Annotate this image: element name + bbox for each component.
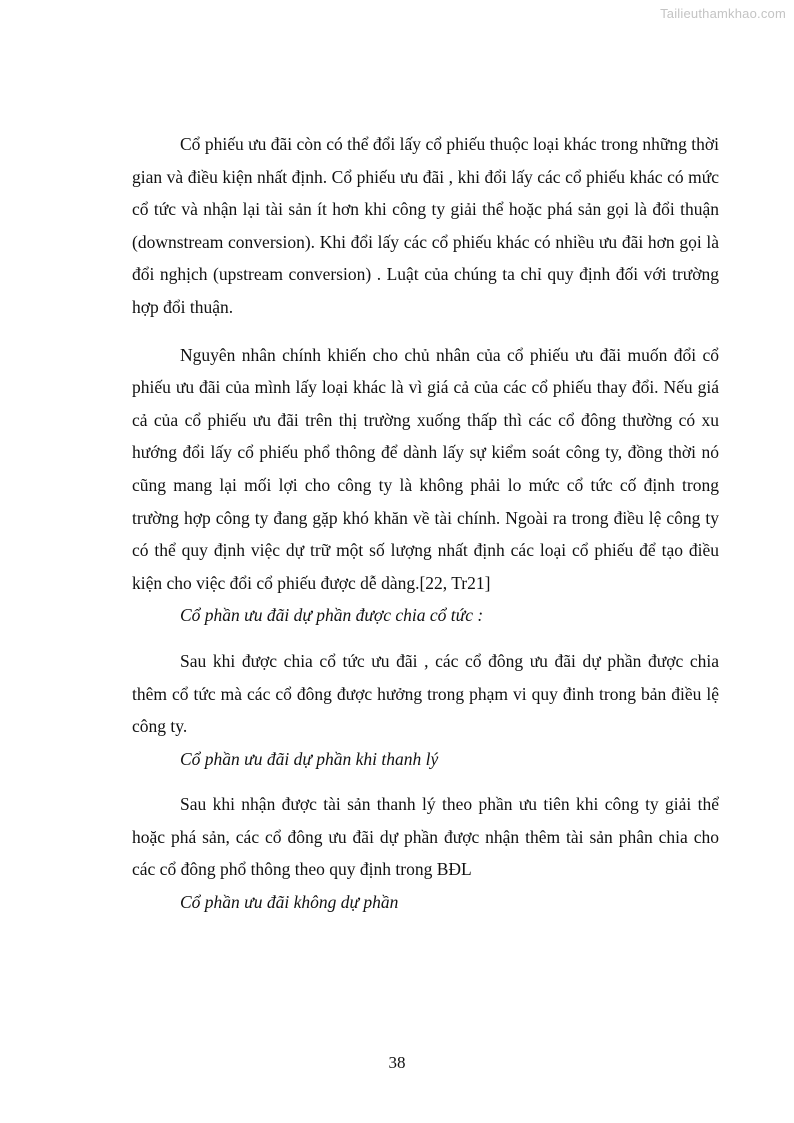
heading-participating-dividends: Cổ phần ưu đãi dự phần được chia cổ tức : xyxy=(180,605,484,626)
paragraph-participating-dividends: Sau khi được chia cổ tức ưu đãi , các cổ đông ưu đãi dự phần được chia thêm cổ tức mà các cổ đông được hưởng trong phạm vi quy đinh trong bản điều lệ công ty. xyxy=(132,650,719,737)
watermark-text: Tailieuthamkhao.com xyxy=(660,6,786,21)
heading-participating-liquidation: Cổ phần ưu đãi dự phần khi thanh lý xyxy=(180,748,439,769)
paragraph-reasons: Nguyên nhân chính khiến cho chủ nhân của cổ phiếu ưu đãi muốn đổi cổ phiếu ưu đãi của mình lấy loại khác là vì giá cả của các cổ phiếu thay đổi. Nếu giá cả của cổ phiếu ưu đãi trên thị trường xuống thấp thì các cổ đông thường có xu hướng đổi lấy cổ phiếu phổ thông để dành lấy sự kiểm soát công ty, đồng thời nó cũng mang lại mối lợi cho công ty là không phải lo mức cổ tức cố định trong trường hợp công ty đang gặp khó khăn về tài chính. Ngoài ra trong điều lệ công ty có thể quy định việc dự trữ một số lượng nhất định các loại cổ phiếu để tạo điều kiện cho việc đổi cổ phiếu được dễ dàng.[22, Tr21] xyxy=(132,344,719,593)
paragraph-participating-liquidation: Sau khi nhận được tài sản thanh lý theo phần ưu tiên khi công ty giải thể hoặc phá sản, các cổ đông ưu đãi dự phần được nhận thêm tài sản phân chia cho các cổ đông phổ thông theo quy định trong BĐL xyxy=(132,794,719,880)
paragraph-conversion: Cổ phiếu ưu đãi còn có thể đổi lấy cổ phiếu thuộc loại khác trong những thời gian và điều kiện nhất định. Cổ phiếu ưu đãi , khi đổi lấy các cổ phiếu khác có mức cổ tức và nhận lại tài sản ít hơn khi công ty giải thể hoặc phá sản gọi là đổi thuận (downstream conversion). Khi đổi lấy các cổ phiếu khác có nhiều ưu đãi hơn gọi là đổi nghịch (upstream conversion) . Luật của chúng ta chỉ quy định đối với trường hợp đổi thuận. xyxy=(132,134,719,317)
heading-non-participating: Cổ phần ưu đãi không dự phần xyxy=(180,892,399,913)
page-number: 38 xyxy=(388,1053,406,1072)
page-body xyxy=(132,128,719,919)
